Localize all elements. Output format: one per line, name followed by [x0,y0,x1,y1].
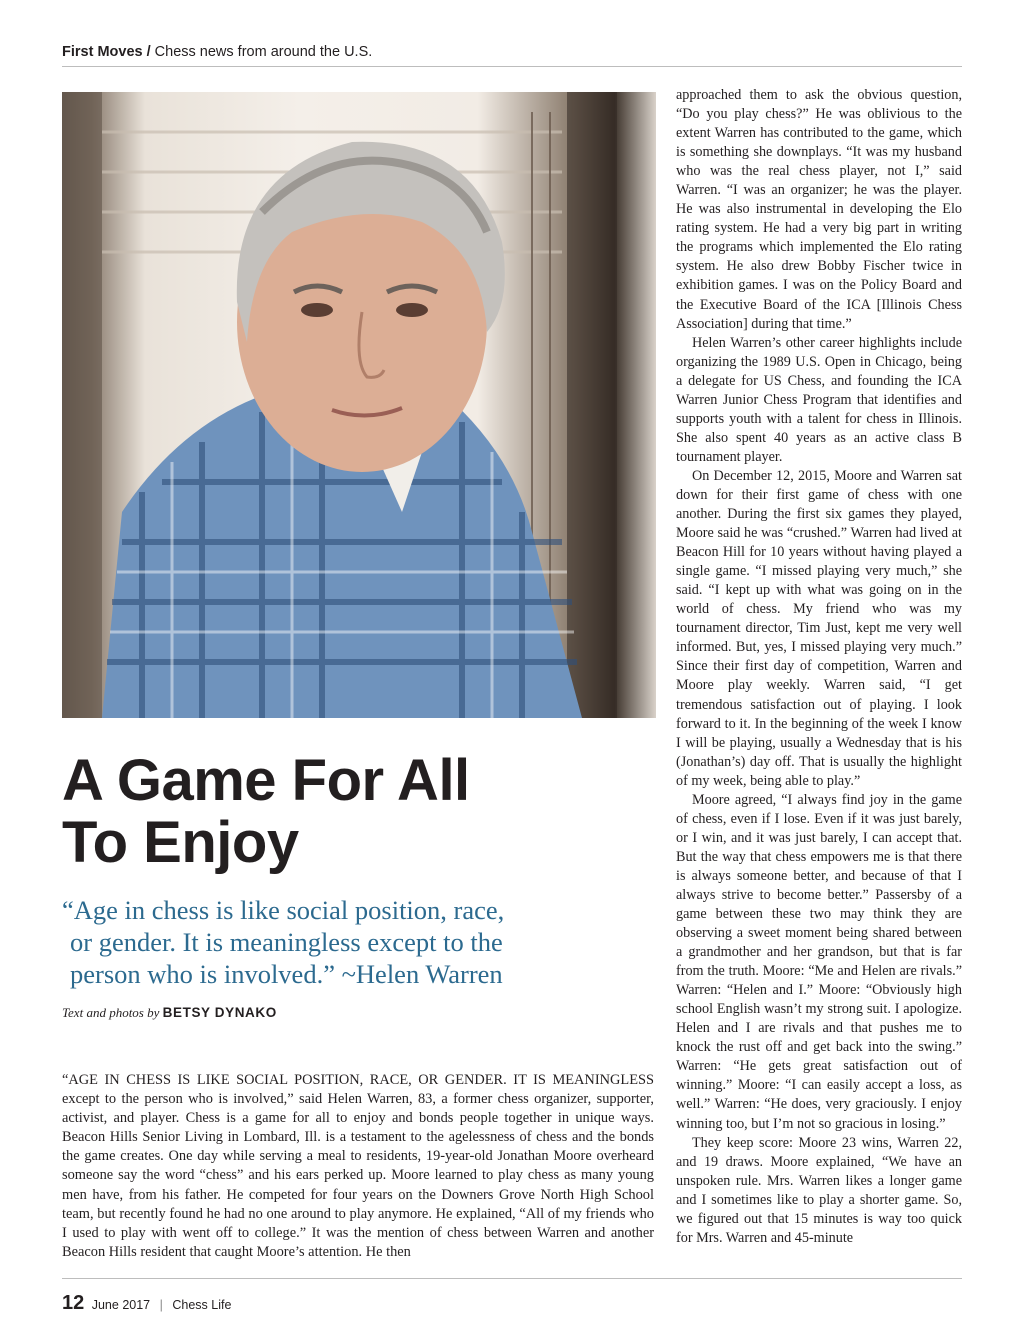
column-paragraph: They keep score: Moore 23 wins, Warren 22, and 19 draws. Moore explained, “We have an unspoken rule. Mrs. Warren likes a longer game and I sometimes like to play a shorter game. So, we figured out that 15 minutes is way too quick for Mrs. Warren and 45-minute [676,1134,962,1246]
section-subtitle: Chess news from around the U.S. [154,44,373,60]
pull-quote [62,894,662,990]
byline-prefix: Text and photos by [62,1005,160,1020]
right-column [676,86,962,1248]
page-number: 12 [62,1292,85,1314]
portrait-illustration [62,92,656,718]
headline-line-1: A Game For All [62,748,470,813]
article-headline [62,750,652,874]
column-paragraph: approached them to ask the obvious question, “Do you play chess?” He was oblivious to the extent Warren has contributed to the game, which is something she downplays. “It was my husband who was the real chess player, not I,” said Warren. “I was an organizer; he was the player. He was also instrumental in developing the Elo rating system. He had a very big part in writing the programs which implemented the Elo rating system. He also drew Bobby Fischer twice in exhibition games. I was on the Policy Board and the Executive Board of the ICA [Illinois Chess Association] during that time.” [676,87,962,332]
running-header [62,44,962,60]
pull-quote-line-2: or gender. It is meaningless except to the [70,927,503,957]
byline [62,1005,277,1021]
issue-date: June 2017 [91,1298,151,1312]
publication-name: Chess Life [172,1298,232,1312]
headline-line-2: To Enjoy [62,810,299,875]
column-paragraph: On December 12, 2015, Moore and Warren sat down for their first game of chess with one another. During the first six games they played, Moore said he was “crushed.” Warren had lived at Beacon Hill for 10 years without having played a single game. “I missed playing very much,” she said. “I kept up with what was going on in the world of chess. My friend who was my tournament director, Tim Just, kept me very well informed. But, yes, I missed playing very much.” Since their first day of competition, Warren and Moore play weekly. Warren said, “I get tremendous satisfaction out of playing. I look forward to it. In the beginning of the week I know I will be playing, usually a Wednesday that is his (Jonathan’s) day off. That is usually the highlight of my week, being able to play.” [676,467,962,789]
page-footer [62,1292,231,1315]
article-intro-paragraph: “AGE IN CHESS IS LIKE SOCIAL POSITION, RACE, OR GENDER. IT IS MEANINGLESS except to the person who is involved,” said Helen Warren, 83, a former chess organizer, supporter, activist, and player. Chess is a game for all to enjoy and bonds people together in unique ways. Beacon Hills Senior Living in Lombard, Ill. is a testament to the agelessness of chess and the bonds the game creates. One day while serving a meal to residents, 19-year-old Jonathan Moore overheard someone say the word “chess” and his ears perked up. Moore learned to play chess as many young men have, from his father. He competed for four years on the Downers Grove North High School team, but recently found he had no one around to play anymore. He explained, “All of my friends who I used to play with went off to college.” It was the mention of chess between Warren and another Beacon Hills resident that caught Moore’s attention. He then [62,1072,654,1260]
header-rule [62,66,962,67]
pull-quote-line-1: “Age in chess is like social position, race, [62,895,505,925]
pull-quote-line-3: person who is involved.” ~Helen Warren [70,959,503,989]
column-paragraph: Moore agreed, “I always find joy in the game of chess, even if I lose. Even if it was just barely, or I win, and it was just barely, I can accept that. But the way that chess empowers me is that there is always someone better, and because of that I always strive to become better.” Passersby of a game between these two may think they are observing a sweet moment being shared between a grandmother and her grandson, but that is far from the truth. Moore: “Me and Helen are rivals.” Warren: “Helen and I.” Moore: “Obviously high school English wasn’t my strong suit. I apologize. Helen and I are rivals and that pushes me to knock the rust off and get back into the swing.” Warren: “He gets great satisfaction out of winning.” Moore: “I can easily accept a loss, as well.” Warren: “He does, very graciously. I enjoy winning too, but I’m not so gracious in losing.” [676,791,962,1132]
section-title: First Moves / [62,44,151,60]
portrait-photo [62,92,656,718]
footer-separator: | [159,1298,163,1312]
footer-rule [62,1278,962,1279]
column-paragraph: Helen Warren’s other career highlights include organizing the 1989 U.S. Open in Chicago, being a delegate for US Chess, and founding the ICA Warren Junior Chess Program that identifies and supports youth with a talent for chess in Illinois. She also spent 40 years as an active class B tournament player. [676,334,962,465]
byline-author: BETSY DYNAKO [162,1005,277,1020]
